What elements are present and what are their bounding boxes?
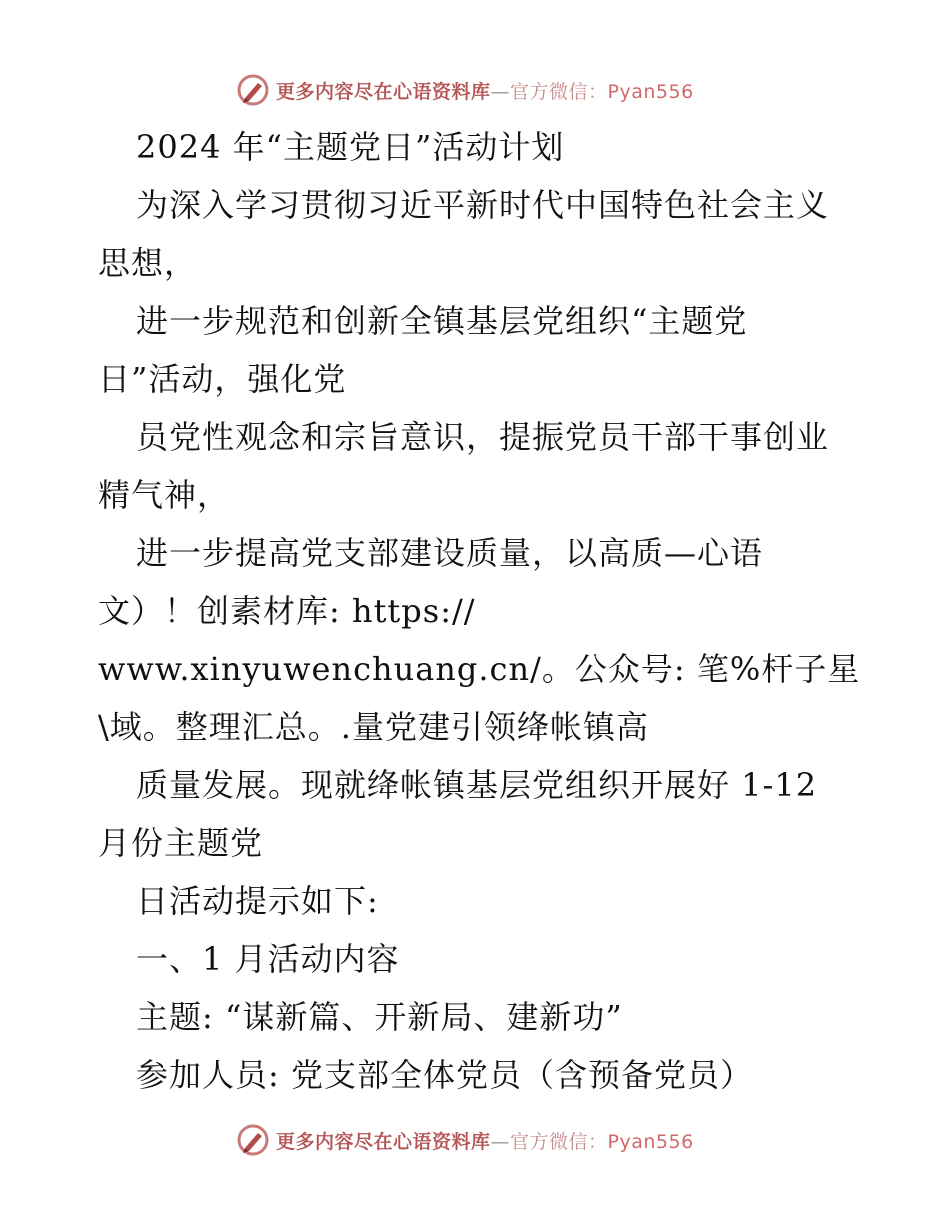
watermark-main: 更多内容尽在心语资料库	[276, 80, 491, 103]
watermark-main: 更多内容尽在心语资料库	[276, 1130, 491, 1153]
paragraph-line: 质量发展。现就绛帐镇基层党组织开展好 1-12	[136, 766, 818, 804]
paragraph-line: 进一步提高党支部建设质量，以高质—心语	[136, 534, 764, 572]
doc-title: 2024 年“主题党日”活动计划	[136, 128, 565, 166]
paragraph-line: 思想，	[98, 244, 198, 282]
paragraph-line: www.xinyuwenchuang.cn/。公众号: 笔%杆子星	[98, 650, 861, 688]
watermark-official: 官方微信：	[510, 80, 608, 103]
watermark-text	[276, 1127, 694, 1154]
section-heading: 一、1 月活动内容	[136, 940, 400, 978]
paragraph-line: 精气神，	[98, 476, 231, 514]
paragraph-line: \域。整理汇总。.量党建引领绛帐镇高	[98, 708, 649, 746]
theme-line: 主题: “谋新篇、开新局、建新功”	[136, 998, 623, 1036]
paragraph-line: 进一步规范和创新全镇基层党组织“主题党	[136, 302, 748, 340]
participants-line: 参加人员: 党支部全体党员（含预备党员）	[136, 1056, 753, 1094]
paragraph-line: 文）！创素材库: https://	[98, 592, 476, 630]
paragraph-line: 日”活动，强化党	[98, 360, 347, 398]
document-body	[98, 118, 861, 1104]
paragraph-line: 为深入学习贯彻习近平新时代中国特色社会主义	[136, 186, 830, 224]
watermark-dash: —	[490, 80, 511, 103]
watermark-code: Pyan556	[607, 1130, 694, 1153]
watermark-dash: —	[490, 1130, 511, 1153]
pen-logo-icon	[236, 73, 270, 107]
watermark-header	[236, 72, 694, 108]
paragraph-line: 日活动提示如下:	[136, 882, 379, 920]
watermark-official: 官方微信：	[510, 1130, 608, 1153]
paragraph-line: 月份主题党	[98, 824, 264, 862]
watermark-text	[276, 77, 694, 104]
pen-logo-icon	[236, 1123, 270, 1157]
watermark-footer	[236, 1122, 694, 1158]
watermark-code: Pyan556	[607, 80, 694, 103]
paragraph-line: 员党性观念和宗旨意识，提振党员干部干事创业	[136, 418, 830, 456]
